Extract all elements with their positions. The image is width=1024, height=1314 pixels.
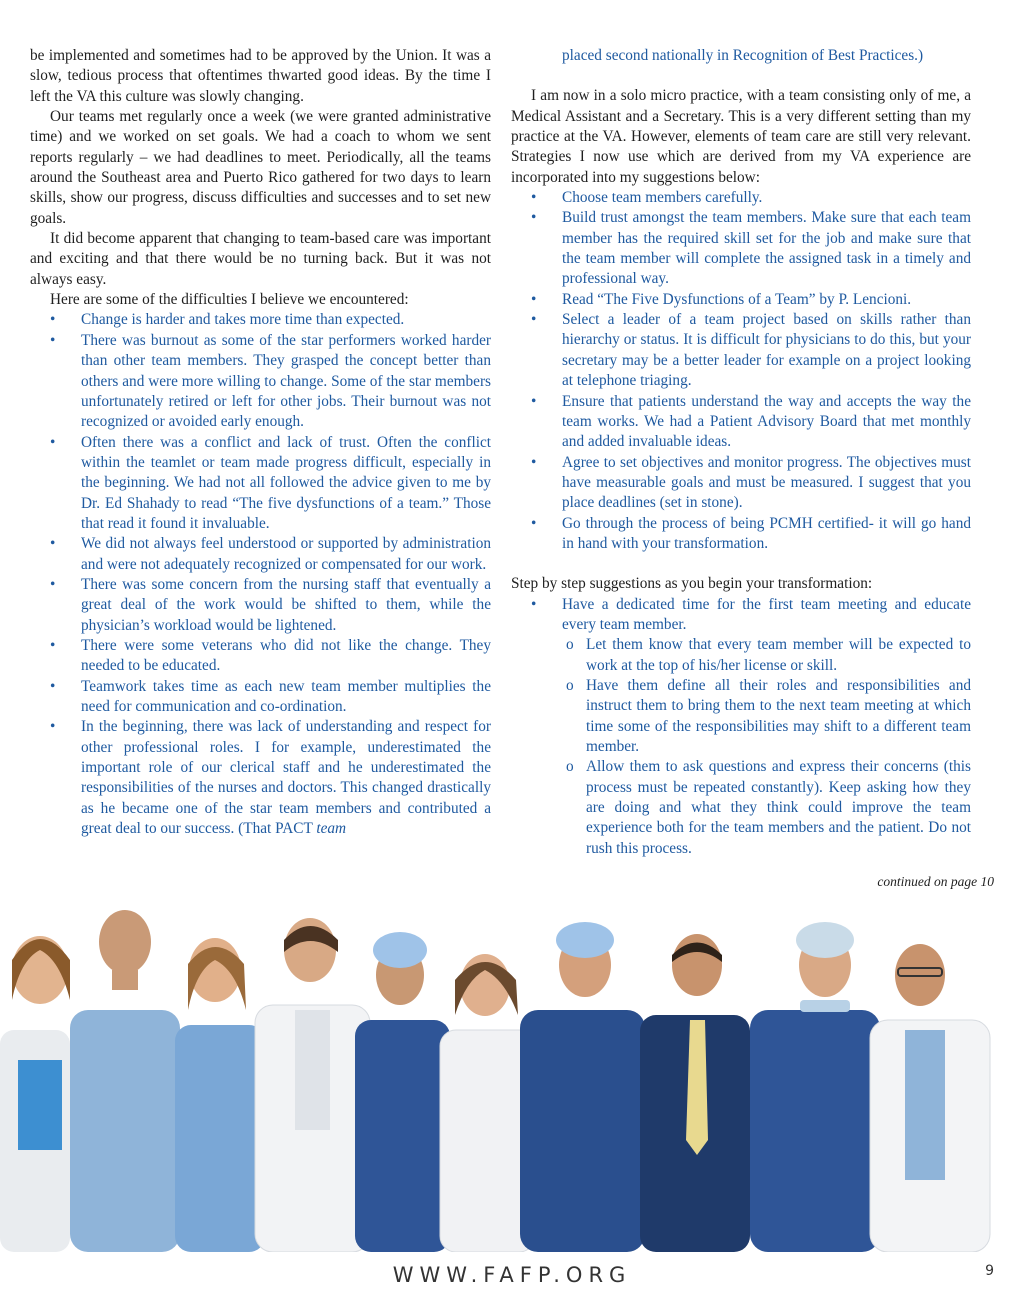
list-item: • Change is harder and takes more time than expected. <box>30 310 491 330</box>
list-item-text: In the beginning, there was lack of understanding and respect for other professional roles. I for example, underestimated the important role of our clerical staff and he underestimated the responsibilities of the nurses and doctors. This changed drastically as he became one of the star team members and contributed a great deal to our success. (That PACT <box>81 718 491 838</box>
list-item: • There were some veterans who did not like the change. They needed to be educated. <box>30 636 491 677</box>
list-item: • Teamwork takes time as each new team member multiplies the need for communication and co-ordination. <box>30 677 491 718</box>
sub-list-item: o Have them define all their roles and responsibilities and instruct them to bring them to the next team meeting at which time some of the responsibilities may shift to a different team member. <box>562 676 971 757</box>
list-item: • Ensure that patients understand the way and accepts the way the team works. We had a Patient Advisory Board that met monthly and added invaluable ideas. <box>511 392 971 453</box>
list-item: • There was burnout as some of the star performers worked harder than other team members. They grasped the concept better than others and were more willing to change. Some of the star members unfortunately retired or left for other jobs. Their burnout was not recognized or avoided early enough. <box>30 331 491 433</box>
paragraph: Our teams met regularly once a week (we were granted administrative time) and we worked on set goals. We had a coach to whom we sent reports regularly – we had deadlines to meet. Periodically, all the teams around the Southeast area and Puerto Rico gathered for two days to learn skills, show our progress, discuss difficulties and successes and to set new goals. <box>30 108 491 227</box>
list-item <box>30 717 491 839</box>
list-item-text: Have a dedicated time for the first team meeting and educate every team member. <box>562 595 971 633</box>
difficulties-list <box>30 310 491 839</box>
strategies-list <box>511 188 971 554</box>
paragraph: Step by step suggestions as you begin your transformation: <box>511 575 873 593</box>
continued-text: placed second nationally in Recognition of Best Practices.) <box>562 47 924 64</box>
list-item: • Go through the process of being PCMH certified- it will go hand in hand with your transformation. <box>511 514 971 555</box>
sub-list-item: o Allow them to ask questions and express their concerns (this process must be repeated constantly). Keep asking how they are doing and what they think could improve the team experience both for the team members and the patient. Do not rush this process. <box>562 757 971 859</box>
right-column <box>511 46 971 859</box>
list-item: • Often there was a conflict and lack of trust. Often the conflict within the teamlet or team made progress difficult, especially in the beginning. We had not all followed the advice given to me by Dr. Ed Shahady to read “The five dysfunctions of a team.” Those that read it found it invaluable. <box>30 433 491 535</box>
list-item: • Select a leader of a team project based on skills rather than hierarchy or status. It is difficult for physicians to do this, but your secretary may be a better leader for example on a project looking at telephone triaging. <box>511 310 971 391</box>
list-item: • Read “The Five Dysfunctions of a Team” by P. Lencioni. <box>511 290 971 310</box>
list-item: • Build trust amongst the team members. Make sure that each team member has the required skill set for the job and make sure that the team member will complete the assigned task in a timely and professional way. <box>511 208 971 289</box>
paragraph: Here are some of the difficulties I believe we encountered: <box>50 291 409 309</box>
list-item: • We did not always feel understood or supported by administration and were not adequately recognized or compensated for our work. <box>30 534 491 575</box>
steps-list <box>511 595 971 859</box>
list-item: • Choose team members carefully. <box>511 188 971 208</box>
list-item: • Agree to set objectives and monitor progress. The objectives must have measurable goals and must be measured. I suggest that you place deadlines (set in stone). <box>511 453 971 514</box>
continued-note: continued on page 10 <box>877 874 994 889</box>
list-item-italic: team <box>316 820 347 838</box>
paragraph: be implemented and sometimes had to be approved by the Union. It was a slow, tedious process that oftentimes thwarted good ideas. By the time I left the VA this culture was slowly changing. <box>30 47 491 105</box>
page-number: 9 <box>985 1263 994 1279</box>
sub-list <box>562 635 971 859</box>
list-item: • There was some concern from the nursing staff that eventually a great deal of the work would be shifted to them, while the physician’s workload would be lightened. <box>30 575 491 636</box>
paragraph: It did become apparent that changing to team-based care was important and exciting and that there would be no turning back. But it was not always easy. <box>30 230 491 288</box>
sub-list-item: o Let them know that every team member will be expected to work at the top of his/her license or skill. <box>562 635 971 676</box>
website-url[interactable]: WWW.FAFP.ORG <box>392 1263 632 1287</box>
left-column <box>30 46 491 839</box>
list-item <box>511 595 971 859</box>
medical-team-photo <box>0 900 1024 1252</box>
paragraph: I am now in a solo micro practice, with a team consisting only of me, a Medical Assistant and a Secretary. This is a very different setting than my practice at the VA. However, elements of team care are still very relevant. Strategies I now use which are derived from my VA experience are incorporated into my suggestions below: <box>511 87 971 186</box>
